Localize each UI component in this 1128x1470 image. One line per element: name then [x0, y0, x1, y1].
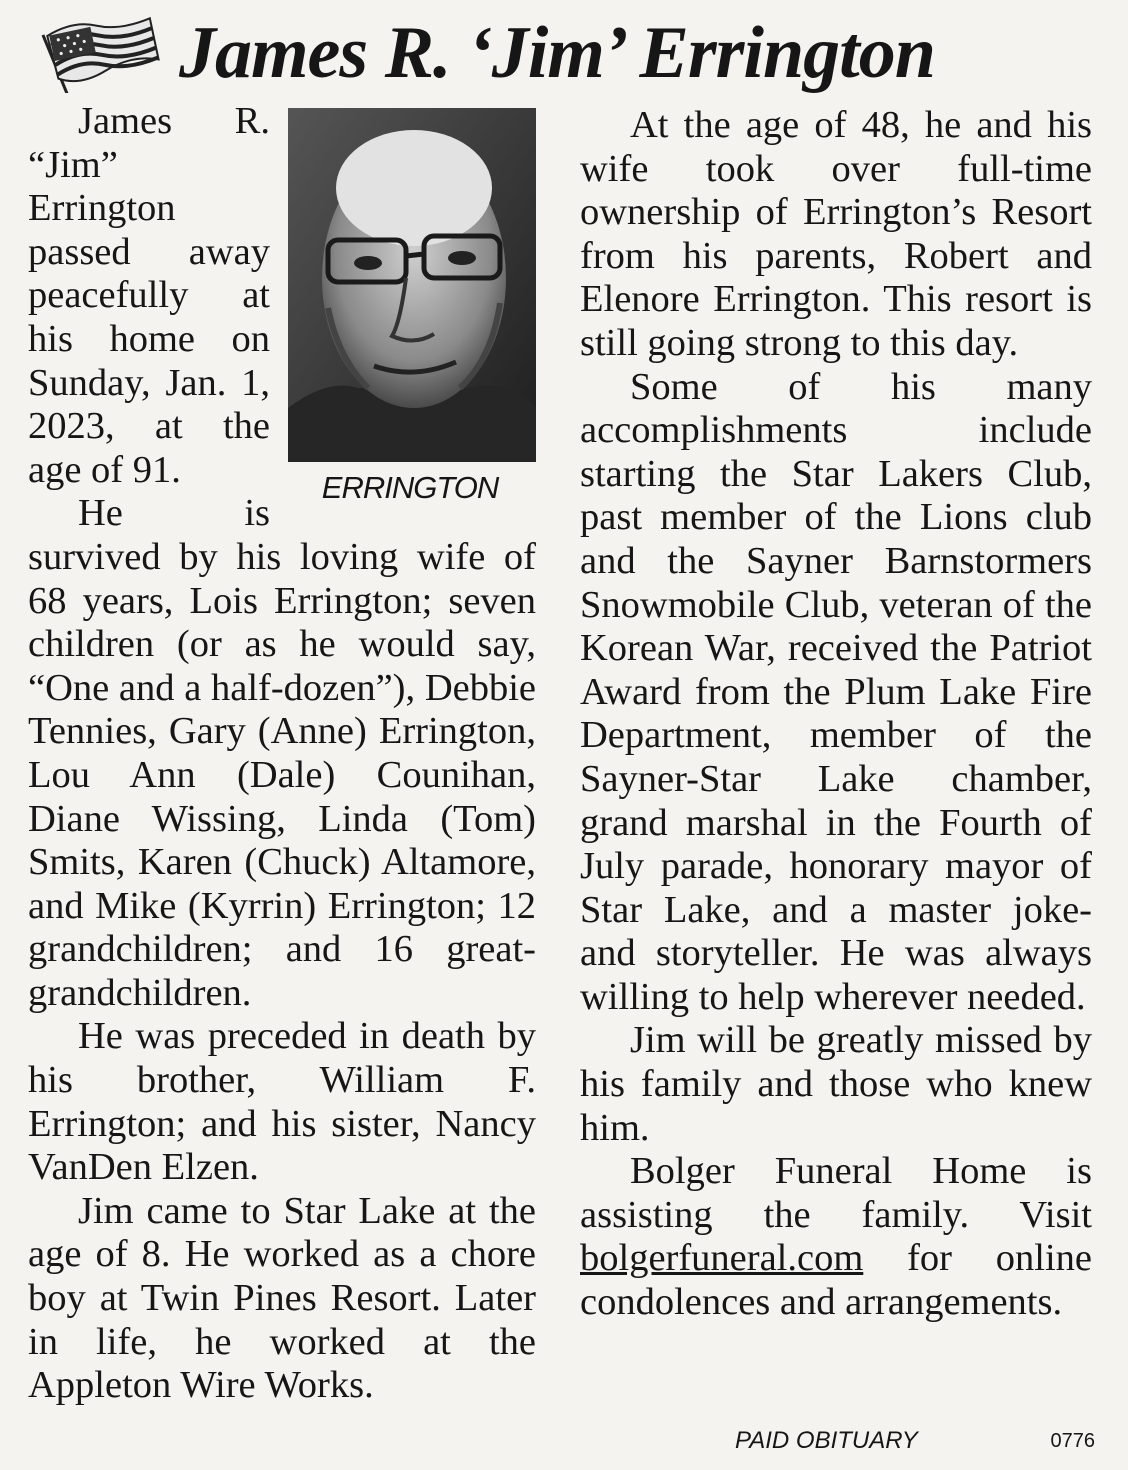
portrait-photo	[288, 108, 536, 462]
obituary-title: James R. ‘Jim’ Errington	[179, 12, 935, 94]
paragraph-death-notice: James R. “Jim” Errington passed away peacefully at his home on Sunday, Jan. 1, 2023, at the age of 91.	[28, 100, 270, 491]
funeral-text-before: Bolger Funeral Home is assisting the family. Visit	[580, 1150, 1092, 1236]
obituary-header	[40, 8, 1100, 98]
paragraph-missed: Jim will be greatly missed by his family and those who knew him.	[580, 1019, 1092, 1149]
paragraph-accomplishments: Some of his many accomplishments include starting the Star Lakers Club, past member of the Lions club and the Sayner Barnstormers Snowmobile Club, veteran of the Korean War, received the Patriot Award from the Plum Lake Fire Department, member of the Sayner-Star Lake chamber, grand marshal in the Fourth of July parade, honorary mayor of Star Lake, and a master joke- and storyteller. He was always willing to help wherever needed.	[580, 365, 1092, 1018]
left-column	[28, 100, 536, 1408]
obituary-footer	[735, 1427, 1095, 1455]
paragraph-resort: At the age of 48, he and his wife took over full-time ownership of Errington’s Resort from his parents, Robert and Elenore Errington. This resort is still going strong to this day.	[580, 104, 1092, 364]
paragraph-survivors: He is survived by his loving wife of 68 years, Lois Errington; seven children (or as he would say, “One and a half-dozen”), Debbie Tennies, Gary (Anne) Errington, Lou Ann (Dale) Counihan, Diane Wissing, Linda (Tom) Smits, Karen (Chuck) Altamore, and Mike (Kyrrin) Errington; 12 grandchildren; and 16 great-grandchildren.	[28, 492, 536, 1014]
ad-code: 0776	[1050, 1429, 1095, 1452]
paragraph-early-life: Jim came to Star Lake at the age of 8. He worked as a chore boy at Twin Pines Resort. Later in life, he worked at the Appleton Wire Works.	[28, 1189, 536, 1407]
american-flag-icon	[40, 13, 165, 93]
paragraph-funeral-home	[580, 1150, 1092, 1324]
photo-caption: ERRINGTON	[321, 470, 499, 505]
right-column	[580, 104, 1092, 1325]
portrait-figure	[284, 108, 536, 518]
paid-obituary-label: PAID OBITUARY	[735, 1427, 918, 1454]
paragraph-preceded: He was preceded in death by his brother, William F. Errington; and his sister, Nancy VanDen Elzen.	[28, 1015, 536, 1189]
funeral-home-link[interactable]: bolgerfuneral.com	[580, 1237, 864, 1280]
funeral-text-after: for online condolences and arrangements.	[580, 1237, 1092, 1324]
